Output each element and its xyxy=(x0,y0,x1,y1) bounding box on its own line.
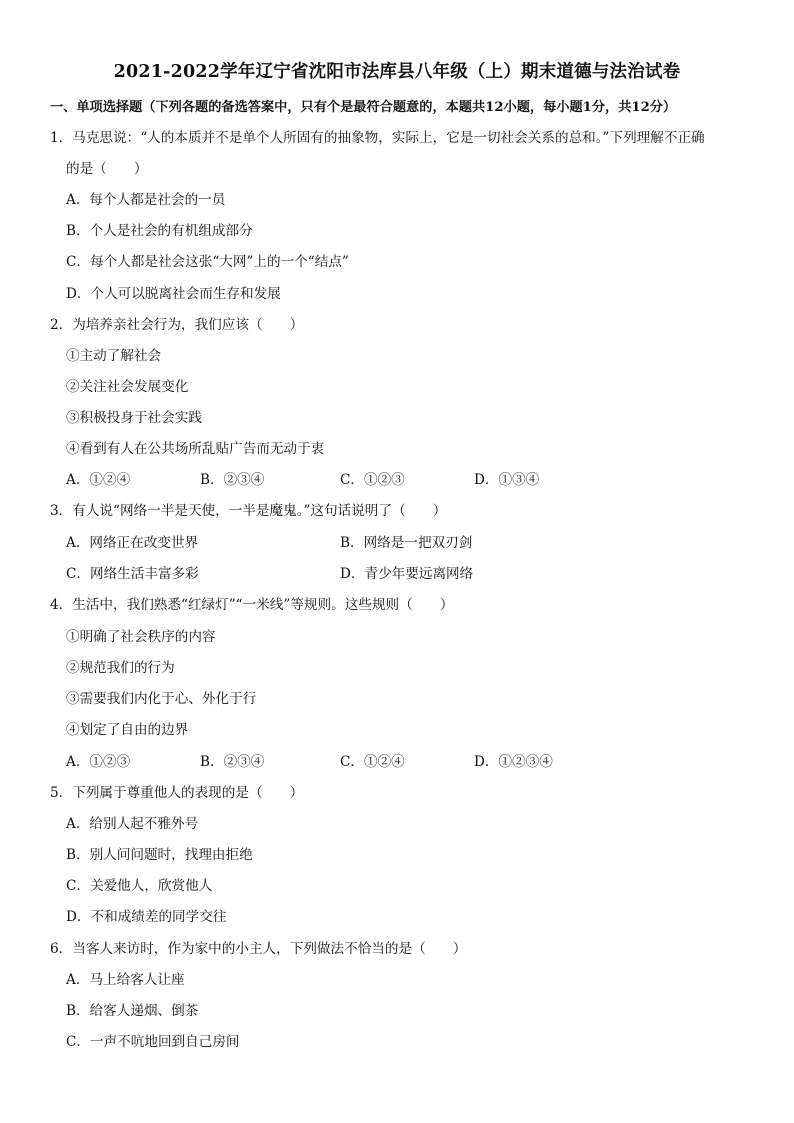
question-4-item-2: ②规范我们的行为 xyxy=(66,660,175,676)
question-4-stem: 4．生活中，我们熟悉“红绿灯”“一米线”等规则。这些规则（ ） xyxy=(50,597,454,613)
question-6-stem: 6．当客人来访时，作为家中的小主人，下列做法不恰当的是（ ） xyxy=(50,941,467,957)
question-1-stem-line-2: 的是（ ） xyxy=(66,161,148,177)
question-6-option-c: C．一声不吭地回到自己房间 xyxy=(66,1034,240,1050)
question-3-option-b: B．网络是一把双刃剑 xyxy=(340,535,473,551)
question-6-option-b: B．给客人递烟、倒茶 xyxy=(66,1003,199,1019)
question-5-option-b: B．别人问问题时，找理由拒绝 xyxy=(66,847,253,863)
question-2-item-2: ②关注社会发展变化 xyxy=(66,379,189,395)
question-2-option-a: A．①②④ xyxy=(66,472,131,488)
question-4-item-4: ④划定了自由的边界 xyxy=(66,722,189,738)
question-1-option-b: B．个人是社会的有机组成部分 xyxy=(66,223,253,239)
question-4-item-3: ③需要我们内化于心、外化于行 xyxy=(66,691,257,707)
question-4-item-1: ①明确了社会秩序的内容 xyxy=(66,629,216,645)
question-1-option-a: A．每个人都是社会的一员 xyxy=(66,192,226,208)
question-6-option-a: A．马上给客人让座 xyxy=(66,972,185,988)
question-2-item-3: ③积极投身于社会实践 xyxy=(66,410,202,426)
question-5-option-a: A．给别人起不雅外号 xyxy=(66,816,199,832)
question-3-option-c: C．网络生活丰富多彩 xyxy=(66,566,199,582)
question-2-option-b: B．②③④ xyxy=(200,472,265,488)
question-5-option-c: C．关爱他人，欣赏他人 xyxy=(66,878,213,894)
question-3-option-a: A．网络正在改变世界 xyxy=(66,535,199,551)
question-5-stem: 5．下列属于尊重他人的表现的是（ ） xyxy=(50,785,304,801)
question-4-option-d: D．①②③④ xyxy=(474,754,553,770)
page-title: 2021-2022学年辽宁省沈阳市法库县八年级（上）期末道德与法治试卷 xyxy=(113,62,681,82)
question-5-option-d: D．不和成绩差的同学交往 xyxy=(66,909,227,925)
question-2-item-4: ④看到有人在公共场所乱贴广告而无动于衷 xyxy=(66,441,325,457)
question-2-option-c: C．①②③ xyxy=(340,472,405,488)
question-1-option-d: D．个人可以脱离社会而生存和发展 xyxy=(66,286,281,302)
question-2-item-1: ①主动了解社会 xyxy=(66,348,162,364)
question-4-option-a: A．①②③ xyxy=(66,754,131,770)
question-3-option-d: D．青少年要远离网络 xyxy=(340,566,474,582)
question-1-option-c: C．每个人都是社会这张“大网”上的一个“结点” xyxy=(66,254,349,270)
question-4-option-b: B．②③④ xyxy=(200,754,265,770)
question-2-stem: 2．为培养亲社会行为，我们应该（ ） xyxy=(50,317,304,333)
question-1-stem-line-1: 1．马克思说：“人的本质并不是单个人所固有的抽象物，实际上，它是一切社会关系的总和。”下列理解不正确 xyxy=(50,130,705,146)
question-4-option-c: C．①②④ xyxy=(340,754,405,770)
question-2-option-d: D．①③④ xyxy=(474,472,540,488)
question-3-stem: 3．有人说“网络一半是天使，一半是魔鬼。”这句话说明了（ ） xyxy=(50,503,447,519)
section-heading: 一、单项选择题（下列各题的备选答案中，只有个是最符合题意的，本题共12小题，每小题1分，共12分） xyxy=(50,100,677,115)
